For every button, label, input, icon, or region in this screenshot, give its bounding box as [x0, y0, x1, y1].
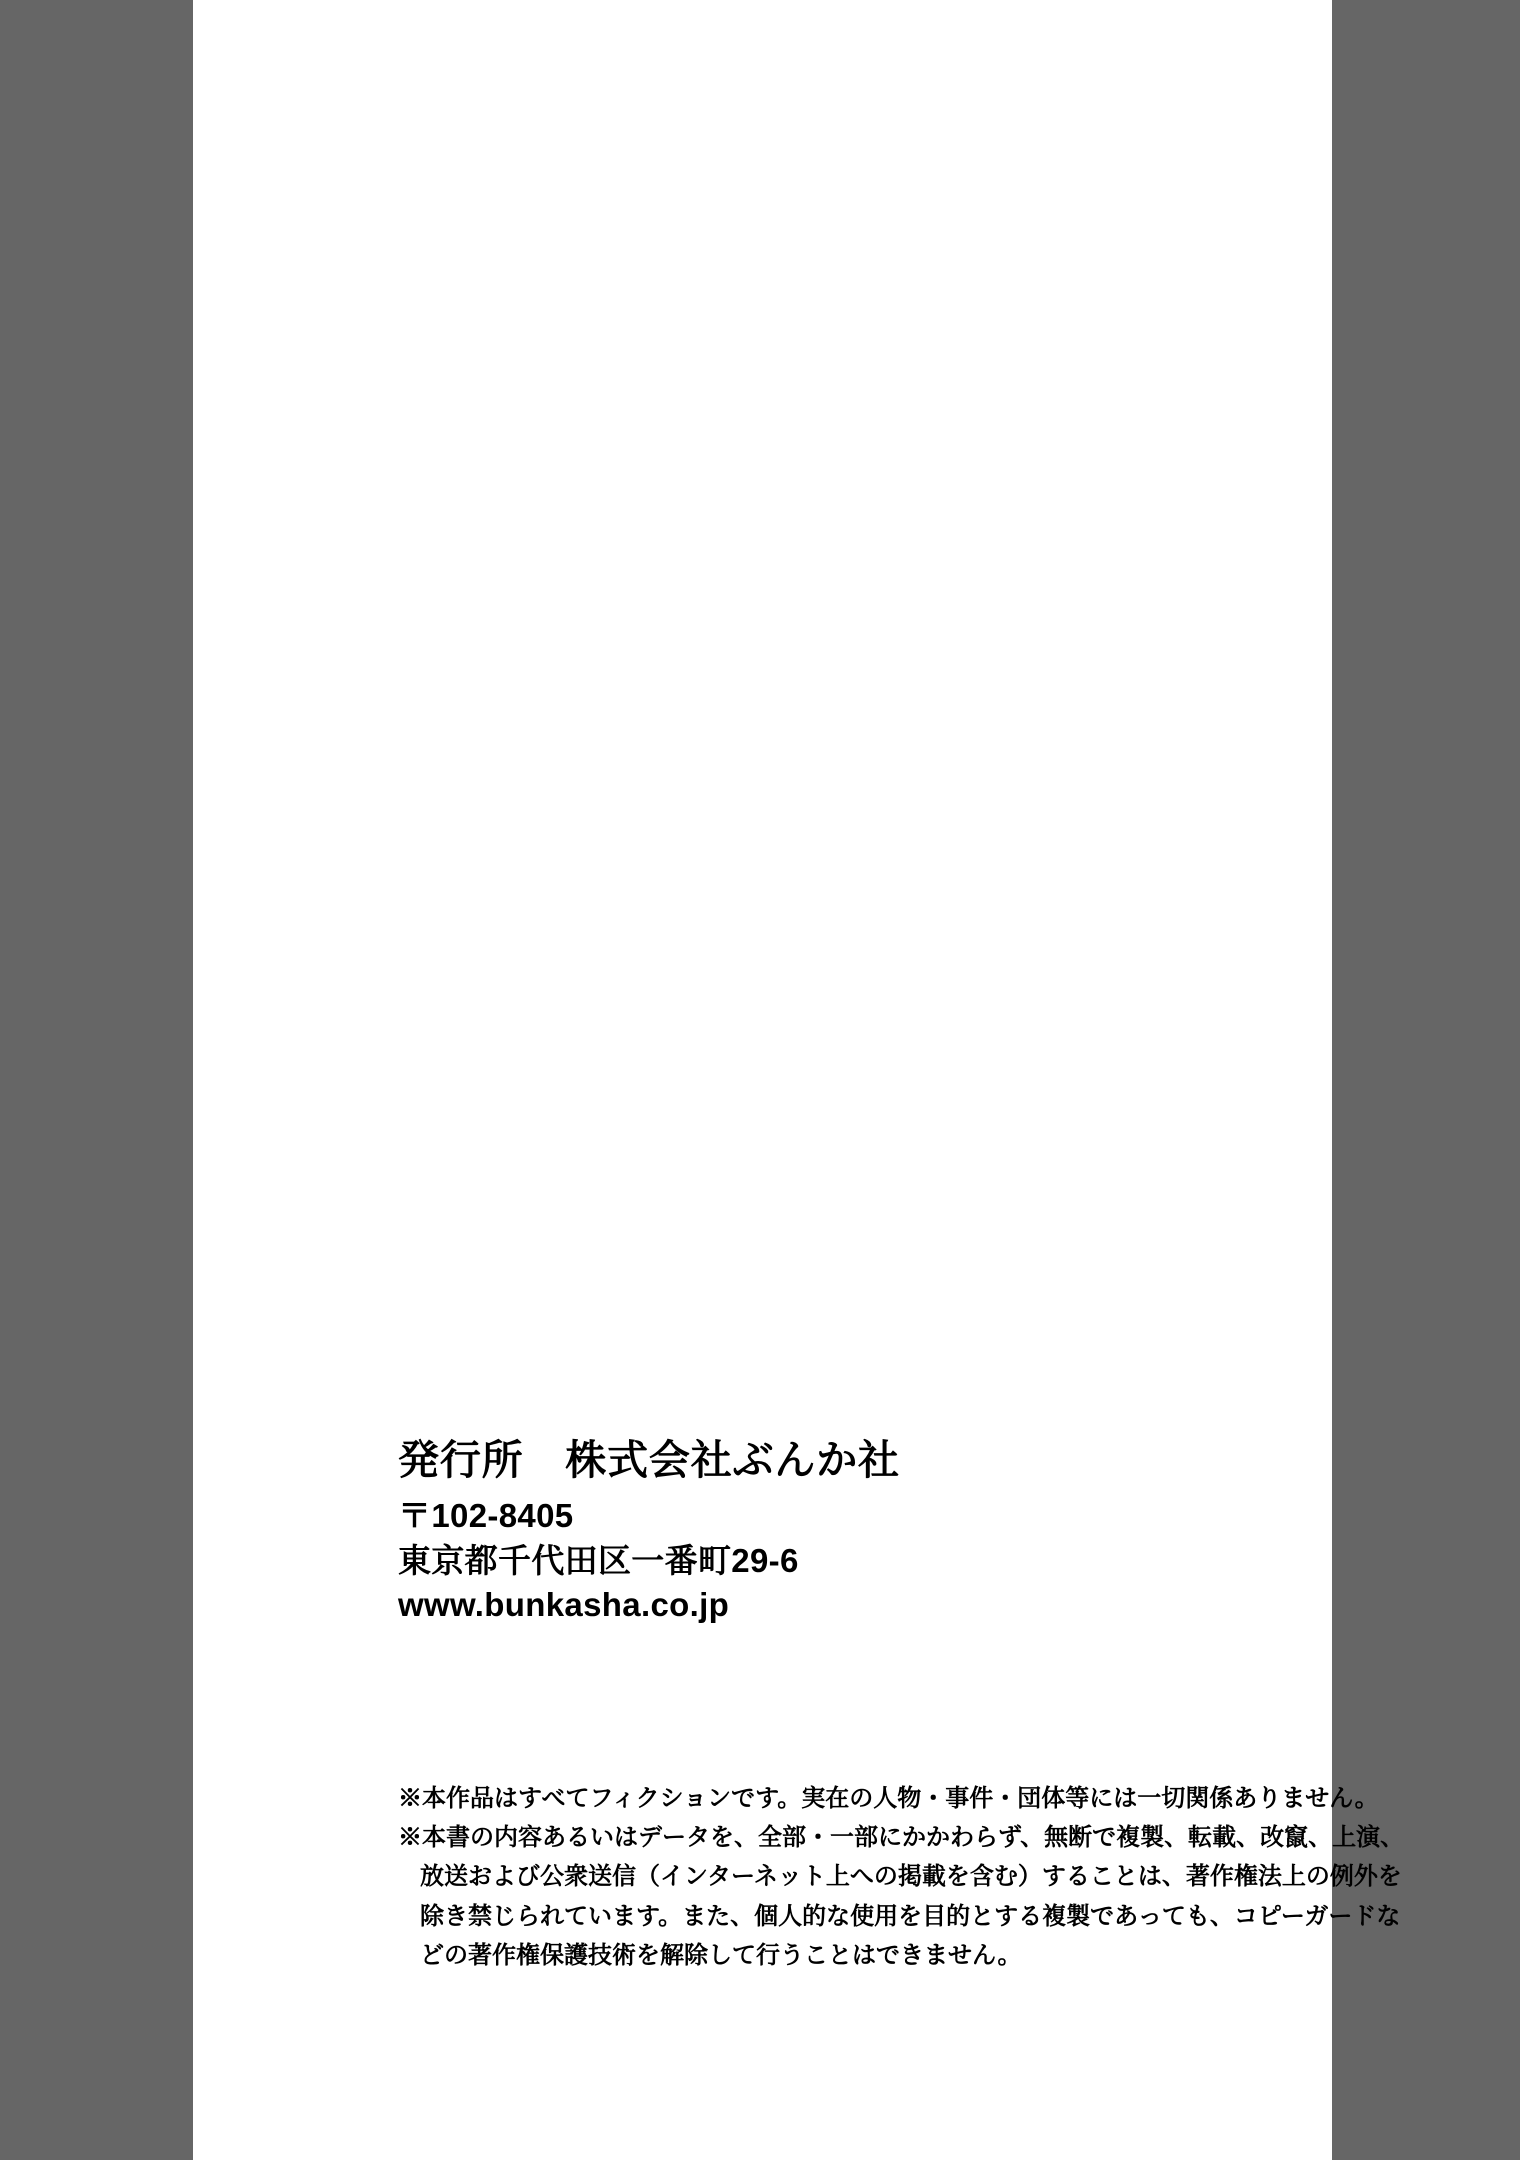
copyright-notice-line-3: 除き禁じられています。また、個人的な使用を目的とする複製であっても、コピーガードな: [420, 1902, 1401, 1930]
copyright-notice-line-4: どの著作権保護技術を解除して行うことはできません。: [420, 1941, 1022, 1969]
publisher-name: 発行所 株式会社ぶんか社: [398, 1437, 900, 1483]
postal-code: 〒102-8405: [398, 1497, 574, 1535]
fiction-disclaimer: ※本作品はすべてフィクションです。実在の人物・事件・団体等には一切関係ありません。: [398, 1785, 1379, 1812]
publisher-address: 東京都千代田区一番町29-6: [398, 1541, 799, 1579]
copyright-notice-line-1: ※本書の内容あるいはデータを、全部・一部にかかわらず、無断で複製、転載、改竄、上演、: [398, 1824, 1405, 1852]
legal-notices-block: [398, 1780, 1508, 1976]
copyright-notice-line-2: 放送および公衆送信（インターネット上への掲載を含む）することは、著作権法上の例外を: [420, 1863, 1402, 1891]
publisher-website: www.bunkasha.co.jp: [398, 1586, 730, 1624]
colophon-block: [398, 1435, 1298, 1628]
book-page: [193, 0, 1405, 2160]
